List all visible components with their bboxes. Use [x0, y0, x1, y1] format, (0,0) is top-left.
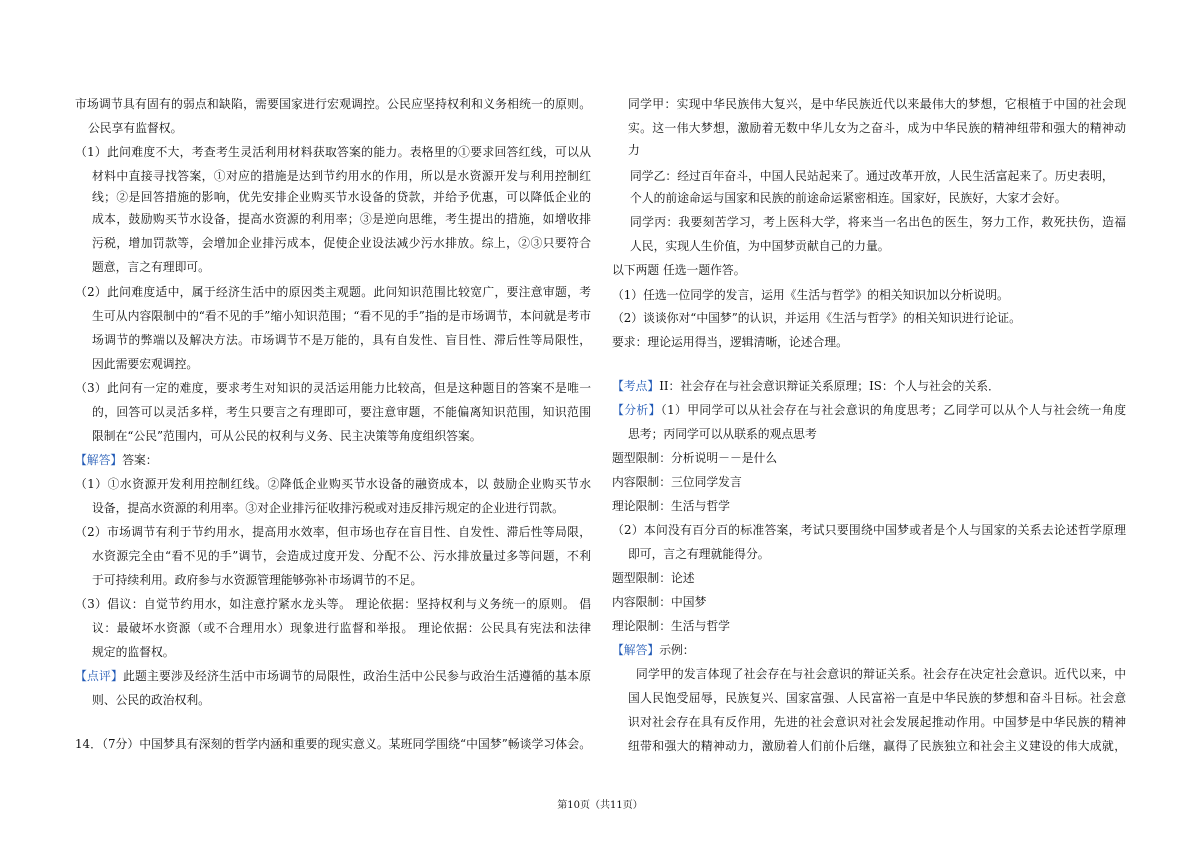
knowledge-point-text: II：社会存在与社会意识辩证关系原理；IS：个人与社会的关系． — [659, 379, 1000, 393]
text-line: 于可持续利用。政府参与水资源管理能够弥补市场调节的不足。 — [92, 573, 423, 587]
text-line: 以下两题 任选一题作答。 — [612, 263, 746, 277]
answer-tag: 【解答】 — [75, 453, 123, 467]
text-line: 思考；丙同学可以从联系的观点思考 — [628, 427, 817, 441]
answer-heading-text: 示例： — [659, 643, 695, 657]
text-line: 同学甲的发言体现了社会存在与社会意识的辩证关系。社会存在决定社会意识。近代以来，中 — [636, 667, 1126, 681]
text-line: 要求：理论运用得当，逻辑清晰，论述合理。 — [612, 335, 848, 349]
text-line: 成本，鼓励购买节水设备，提高水资源的利用率；③是逆向思维，考生提出的措施，如增收排 — [92, 212, 591, 226]
comment-tag: 【点评】 — [75, 669, 124, 683]
text-line: 市场调节具有固有的弱点和缺陷，需要国家进行宏观调控。公民应坚持权利和义务相统一的原则。 — [75, 97, 591, 111]
text-line: 人民，实现人生价值，为中国梦贡献自己的力量。 — [630, 239, 890, 253]
text-line: （1）此问难度不大，考查考生灵活利用材料获取答案的能力。表格里的①要求回答红线，可以从 — [75, 145, 591, 159]
analysis-line — [612, 398, 1126, 422]
text-line: 内容限制：三位同学发言 — [612, 475, 742, 489]
text-line: 因此需要宏观调控。 — [92, 357, 199, 371]
text-line: 题意，言之有理即可。 — [92, 260, 210, 274]
text-line: 个人的前途命运与国家和民族的前途命运紧密相连。国家好，民族好，大家才会好。 — [630, 191, 1067, 205]
text-line: 理论限制：生活与哲学 — [612, 499, 730, 513]
text-line: 理论限制：生活与哲学 — [612, 619, 730, 633]
text-line: 纽带和强大的精神动力，激励着人们前仆后继，赢得了民族独立和社会主义建设的伟大成就， — [628, 739, 1126, 753]
text-line: 水资源完全由“看不见的手”调节，会造成过度开发、分配不公、污水排放量过多等问题，不利 — [92, 549, 591, 563]
text-line: 同学丙：我要刻苦学习，考上医科大学，将来当一名出色的医生，努力工作，救死扶伤，造福 — [630, 215, 1126, 229]
text-line: 场调节的弊端以及解决方法。市场调节不是万能的，具有自发性、盲目性、滞后性等局限性， — [92, 333, 591, 347]
text-line: 设备，提高水资源的利用率。③对企业排污征收排污税或对违反排污规定的企业进行罚款。 — [92, 501, 564, 515]
answer-heading — [612, 638, 695, 662]
text-line: 则、公民的政治权利。 — [92, 693, 210, 707]
answer-heading-text: 答案： — [122, 453, 158, 467]
text-line: 规定的监督权。 — [92, 645, 175, 659]
knowledge-point-line — [612, 374, 1000, 398]
page-footer: 第10页（共11页） — [557, 800, 643, 811]
knowledge-point-tag: 【考点】 — [612, 379, 660, 393]
text-line: （1）①水资源开发利用控制红线。②降低企业购买节水设备的融资成本，以 鼓励企业购买节水 — [75, 477, 591, 491]
text-line: （1）任选一位同学的发言，运用《生活与哲学》的相关知识加以分析说明。 — [612, 288, 1009, 302]
text-line: （2）本问没有百分百的标准答案，考试只要围绕中国梦或者是个人与国家的关系去论述哲学原理 — [612, 523, 1126, 537]
text-line: （3）此问有一定的难度，要求考生对知识的灵活运用能力比较高，但是这种题目的答案不是唯一 — [75, 381, 591, 395]
text-line: 实。这一伟大梦想，激励着无数中华儿女为之奋斗，成为中华民族的精神纽带和强大的精神动 — [628, 121, 1126, 135]
text-line: 题型限制：论述 — [612, 571, 695, 585]
text-line: 生可从内容限制中的“看不见的手”缩小知识范围；“看不见的手”指的是市场调节，本问就是考市 — [92, 309, 591, 323]
text-line: 污税，增加罚款等，会增加企业排污成本，促使企业设法减少污水排放。综上，②③只要符合 — [92, 236, 591, 250]
text-line: 线；②是回答措施的影响，优先安排企业购买节水设备的贷款，并给予优惠，可以降低企业的 — [92, 190, 591, 204]
question-14-stem: 14．（7分）中国梦具有深刻的哲学内涵和重要的现实意义。某班同学围绕“中国梦”畅谈学习体会。 — [75, 737, 591, 751]
comment-text: 此题主要涉及经济生活中市场调节的局限性，政治生活中公民参与政治生活遵循的基本原 — [123, 669, 591, 683]
text-line: 内容限制：中国梦 — [612, 595, 707, 609]
text-line: （2）此问难度适中，属于经济生活中的原因类主观题。此问知识范围比较宽广，要注意审题，考 — [75, 285, 591, 299]
text-line: 议：最破坏水资源（或不合理用水）现象进行监督和举报。 理论依据：公民具有宪法和法律 — [92, 621, 591, 635]
text-line: （2）谈谈你对“中国梦”的认识，并运用《生活与哲学》的相关知识进行论证。 — [612, 311, 1021, 325]
text-line: 公民享有监督权。 — [88, 121, 183, 135]
text-line: （3）倡议：自觉节约用水，如注意拧紧水龙头等。 理论依据：坚持权利与义务统一的原则。 倡 — [75, 597, 591, 611]
text-line: 限制在“公民”范围内，可从公民的权利与义务、民主决策等角度组织答案。 — [92, 429, 482, 443]
text-line: （2）市场调节有利于节约用水，提高用水效率，但市场也存在盲目性、自发性、滞后性等局限， — [75, 525, 591, 539]
analysis-text: （1）甲同学可以从社会存在与社会意识的角度思考；乙同学可以从个人与社会统一角度 — [660, 403, 1126, 417]
text-line: 材料中直接寻找答案，①对应的措施是达到节约用水的作用，所以是水资源开发与利用控制红 — [92, 169, 591, 183]
text-line: 同学乙：经过百年奋斗，中国人民站起来了。通过改革开放，人民生活富起来了。历史表明， — [630, 169, 1114, 183]
text-line: 识对社会存在具有反作用，先进的社会意识对社会发展起推动作用。中国梦是中华民族的精神 — [628, 715, 1126, 729]
text-line: 国人民饱受屈辱，民族复兴、国家富强、人民富裕一直是中华民族的梦想和奋斗目标。社会意 — [628, 691, 1126, 705]
text-line: 同学甲：实现中华民族伟大复兴，是中华民族近代以来最伟大的梦想，它根植于中国的社会现 — [628, 97, 1126, 111]
text-line: 即可，言之有理就能得分。 — [628, 547, 770, 561]
analysis-tag: 【分析】 — [612, 403, 661, 417]
text-line: 力 — [628, 143, 640, 157]
text-line: 题型限制：分析说明－－是什么 — [612, 451, 778, 465]
answer-tag: 【解答】 — [612, 643, 660, 657]
text-line: 的，回答可以灵活多样，考生只要言之有理即可，要注意审题，不能偏离知识范围，知识范围 — [92, 405, 591, 419]
